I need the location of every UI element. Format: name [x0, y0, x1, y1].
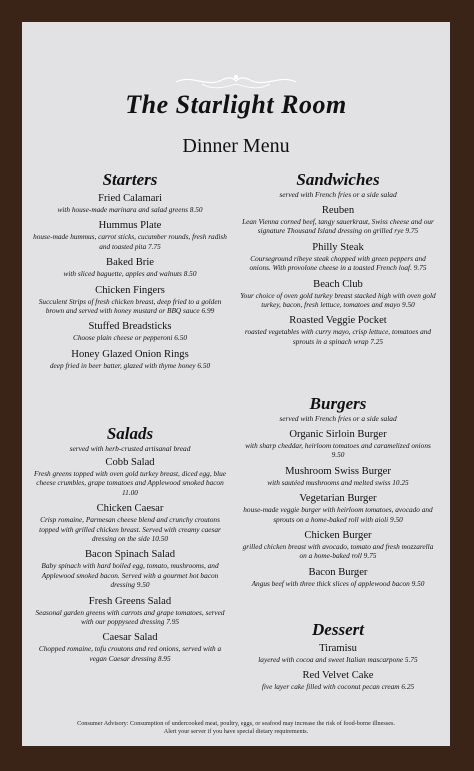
menu-item [32, 220, 228, 251]
item-description: Courseground ribeye steak chopped with green peppers and onions. With provolone cheese in a toasted French loaf. 9.75 [249, 253, 427, 273]
item-name: Fresh Greens Salad [88, 595, 172, 607]
item-name: Hummus Plate [98, 220, 162, 232]
sandwiches-section [240, 170, 436, 346]
menu-item [32, 503, 228, 543]
item-name: Baked Brie [106, 257, 154, 269]
item-name: Organic Sirloin Burger [289, 429, 387, 440]
section-title: Burgers [309, 394, 367, 413]
menu-item [32, 596, 228, 627]
item-name: Chicken Burger [304, 530, 372, 542]
item-name: Beach Club [313, 278, 363, 290]
item-name: Cobb Salad [105, 457, 155, 468]
menu-item [32, 457, 228, 497]
section-title: Salads [106, 424, 154, 443]
menu-item [240, 279, 436, 310]
item-name: Chicken Fingers [95, 284, 165, 296]
item-description: deep fried in beer batter, glazed with thyme honey 6.50 [49, 360, 211, 370]
item-name: Caesar Salad [102, 632, 158, 644]
item-name: Bacon Burger [308, 566, 368, 578]
item-name: Honey Glazed Onion Rings [71, 348, 189, 360]
menu-item [32, 193, 228, 214]
item-name: Philly Steak [312, 241, 364, 253]
item-name: Tiramisu [319, 643, 357, 654]
consumer-advisory [32, 720, 440, 736]
salads-section [32, 424, 228, 663]
item-description: Chopped romaine, tofu croutons and red onions, served with a vegan Caesar dressing 8.95 [38, 644, 222, 663]
item-description: Succulent Strips of fresh chicken breast, deep fried to a golden brown and served with honey mustard or BBQ sauce 6.99 [38, 296, 222, 316]
menu-item [240, 567, 436, 588]
section-title: Sandwiches [296, 170, 380, 189]
advisory-line: Alert your server if you have special dietary requirements. [163, 728, 309, 735]
item-description: layered with cocoa and sweet Italian mascarpone 5.75 [258, 655, 418, 664]
item-name: Stuffed Breadsticks [88, 321, 172, 333]
menu-item [32, 285, 228, 316]
item-name: Red Velvet Cake [302, 670, 374, 682]
item-description: with sliced baguette, apples and walnuts 8.50 [63, 269, 197, 279]
menu-item [32, 632, 228, 663]
item-name: Chicken Caesar [96, 503, 164, 515]
item-description: with house-made marinara and salad greens 8.50 [57, 205, 203, 214]
item-name: Fried Calamari [98, 193, 162, 204]
item-description: roasted vegetables with curry mayo, crisp lettuce, tomatoes and sprouts in a spinach wrap 7.25 [244, 327, 432, 346]
burgers-section [240, 394, 436, 588]
section-title: Starters [102, 170, 158, 189]
item-description: five layer cake filled with coconut pecan cream 6.25 [261, 682, 415, 692]
menu-item [32, 321, 228, 342]
item-description: Baby spinach with hard boiled egg, tomato, mushrooms, and Applewood smoked bacon. Served with a gourmet hot bacon dressing 9.50 [41, 561, 219, 590]
item-description: with sautéed mushrooms and melted swiss 10.25 [267, 477, 409, 487]
item-description: Crisp romaine, Parmesan cheese blend and crunchy croutons topped with grilled chicken breast. Served with creamy caesar dressing on the side 10.50 [39, 515, 221, 544]
menu-item [240, 493, 436, 524]
item-description: Lean Vienna corned beef, tangy sauerkraut, Swiss cheese and our signature Thousand Island dressing on grilled rye 9.75 [242, 217, 434, 236]
menu-page [22, 22, 450, 746]
item-name: Roasted Veggie Pocket [289, 315, 387, 327]
menu-item [240, 315, 436, 346]
item-description: Seasonal garden greens with carrots and grape tomatoes, served with our poppyseed dressing 7.95 [35, 607, 225, 627]
section-subtitle: served with herb-crusted artisanal bread [69, 444, 191, 453]
item-name: Vegetarian Burger [299, 493, 377, 505]
menu-item [32, 257, 228, 278]
restaurant-name: The Starlight Room [125, 90, 347, 119]
item-description: Your choice of oven gold turkey breast stacked high with oven gold turkey, bacon, fresh lettuce, tomatoes and mayo 9.50 [240, 290, 436, 310]
section-subtitle: served with French fries or a side salad [279, 190, 397, 199]
item-name: Reuben [321, 205, 355, 216]
menu-item [240, 429, 436, 460]
decorative-flourish [172, 70, 300, 92]
item-description: Choose plain cheese or pepperoni 6.50 [72, 333, 188, 343]
item-name: Mushroom Swiss Burger [285, 465, 391, 477]
menu-item [240, 530, 436, 561]
menu-item [240, 643, 436, 664]
item-description: house-made veggie burger with heirloom tomatoes, avocado and sprouts on a home-baked roll with aioli 9.50 [243, 505, 433, 524]
item-description: house-made hummus, carrot sticks, cucumber rounds, fresh radish and toasted pita 7.75 [33, 232, 227, 251]
item-description: grilled chicken breast with avocado, tomato and fresh mozzarella on a home-baked roll 9.75 [242, 542, 434, 561]
section-title: Dessert [312, 620, 364, 639]
item-description: Fresh greens topped with oven gold turkey breast, diced egg, blue cheese crumbles, grape tomatoes and Applewood smoked bacon 11.00 [33, 469, 227, 497]
item-name: Bacon Spinach Salad [84, 549, 176, 561]
menu-title: Dinner Menu [182, 135, 290, 157]
starters-section [32, 170, 228, 370]
menu-item [240, 205, 436, 236]
advisory-line: Consumer Advisory: Consumption of undercooked meat, poultry, eggs, or seafood may increase the risk of food-borne illnesses. [77, 720, 395, 727]
menu-item [240, 466, 436, 487]
section-subtitle: served with French fries or a side salad [279, 414, 397, 423]
menu-item [240, 670, 436, 691]
item-description: Angus beef with three thick slices of applewood bacon 9.50 [251, 578, 425, 588]
menu-item [240, 242, 436, 273]
item-description: with sharp cheddar, heirloom tomatoes and caramelized onions 9.50 [245, 441, 431, 460]
menu-item [32, 349, 228, 370]
dessert-section [240, 620, 436, 692]
menu-item [32, 549, 228, 589]
